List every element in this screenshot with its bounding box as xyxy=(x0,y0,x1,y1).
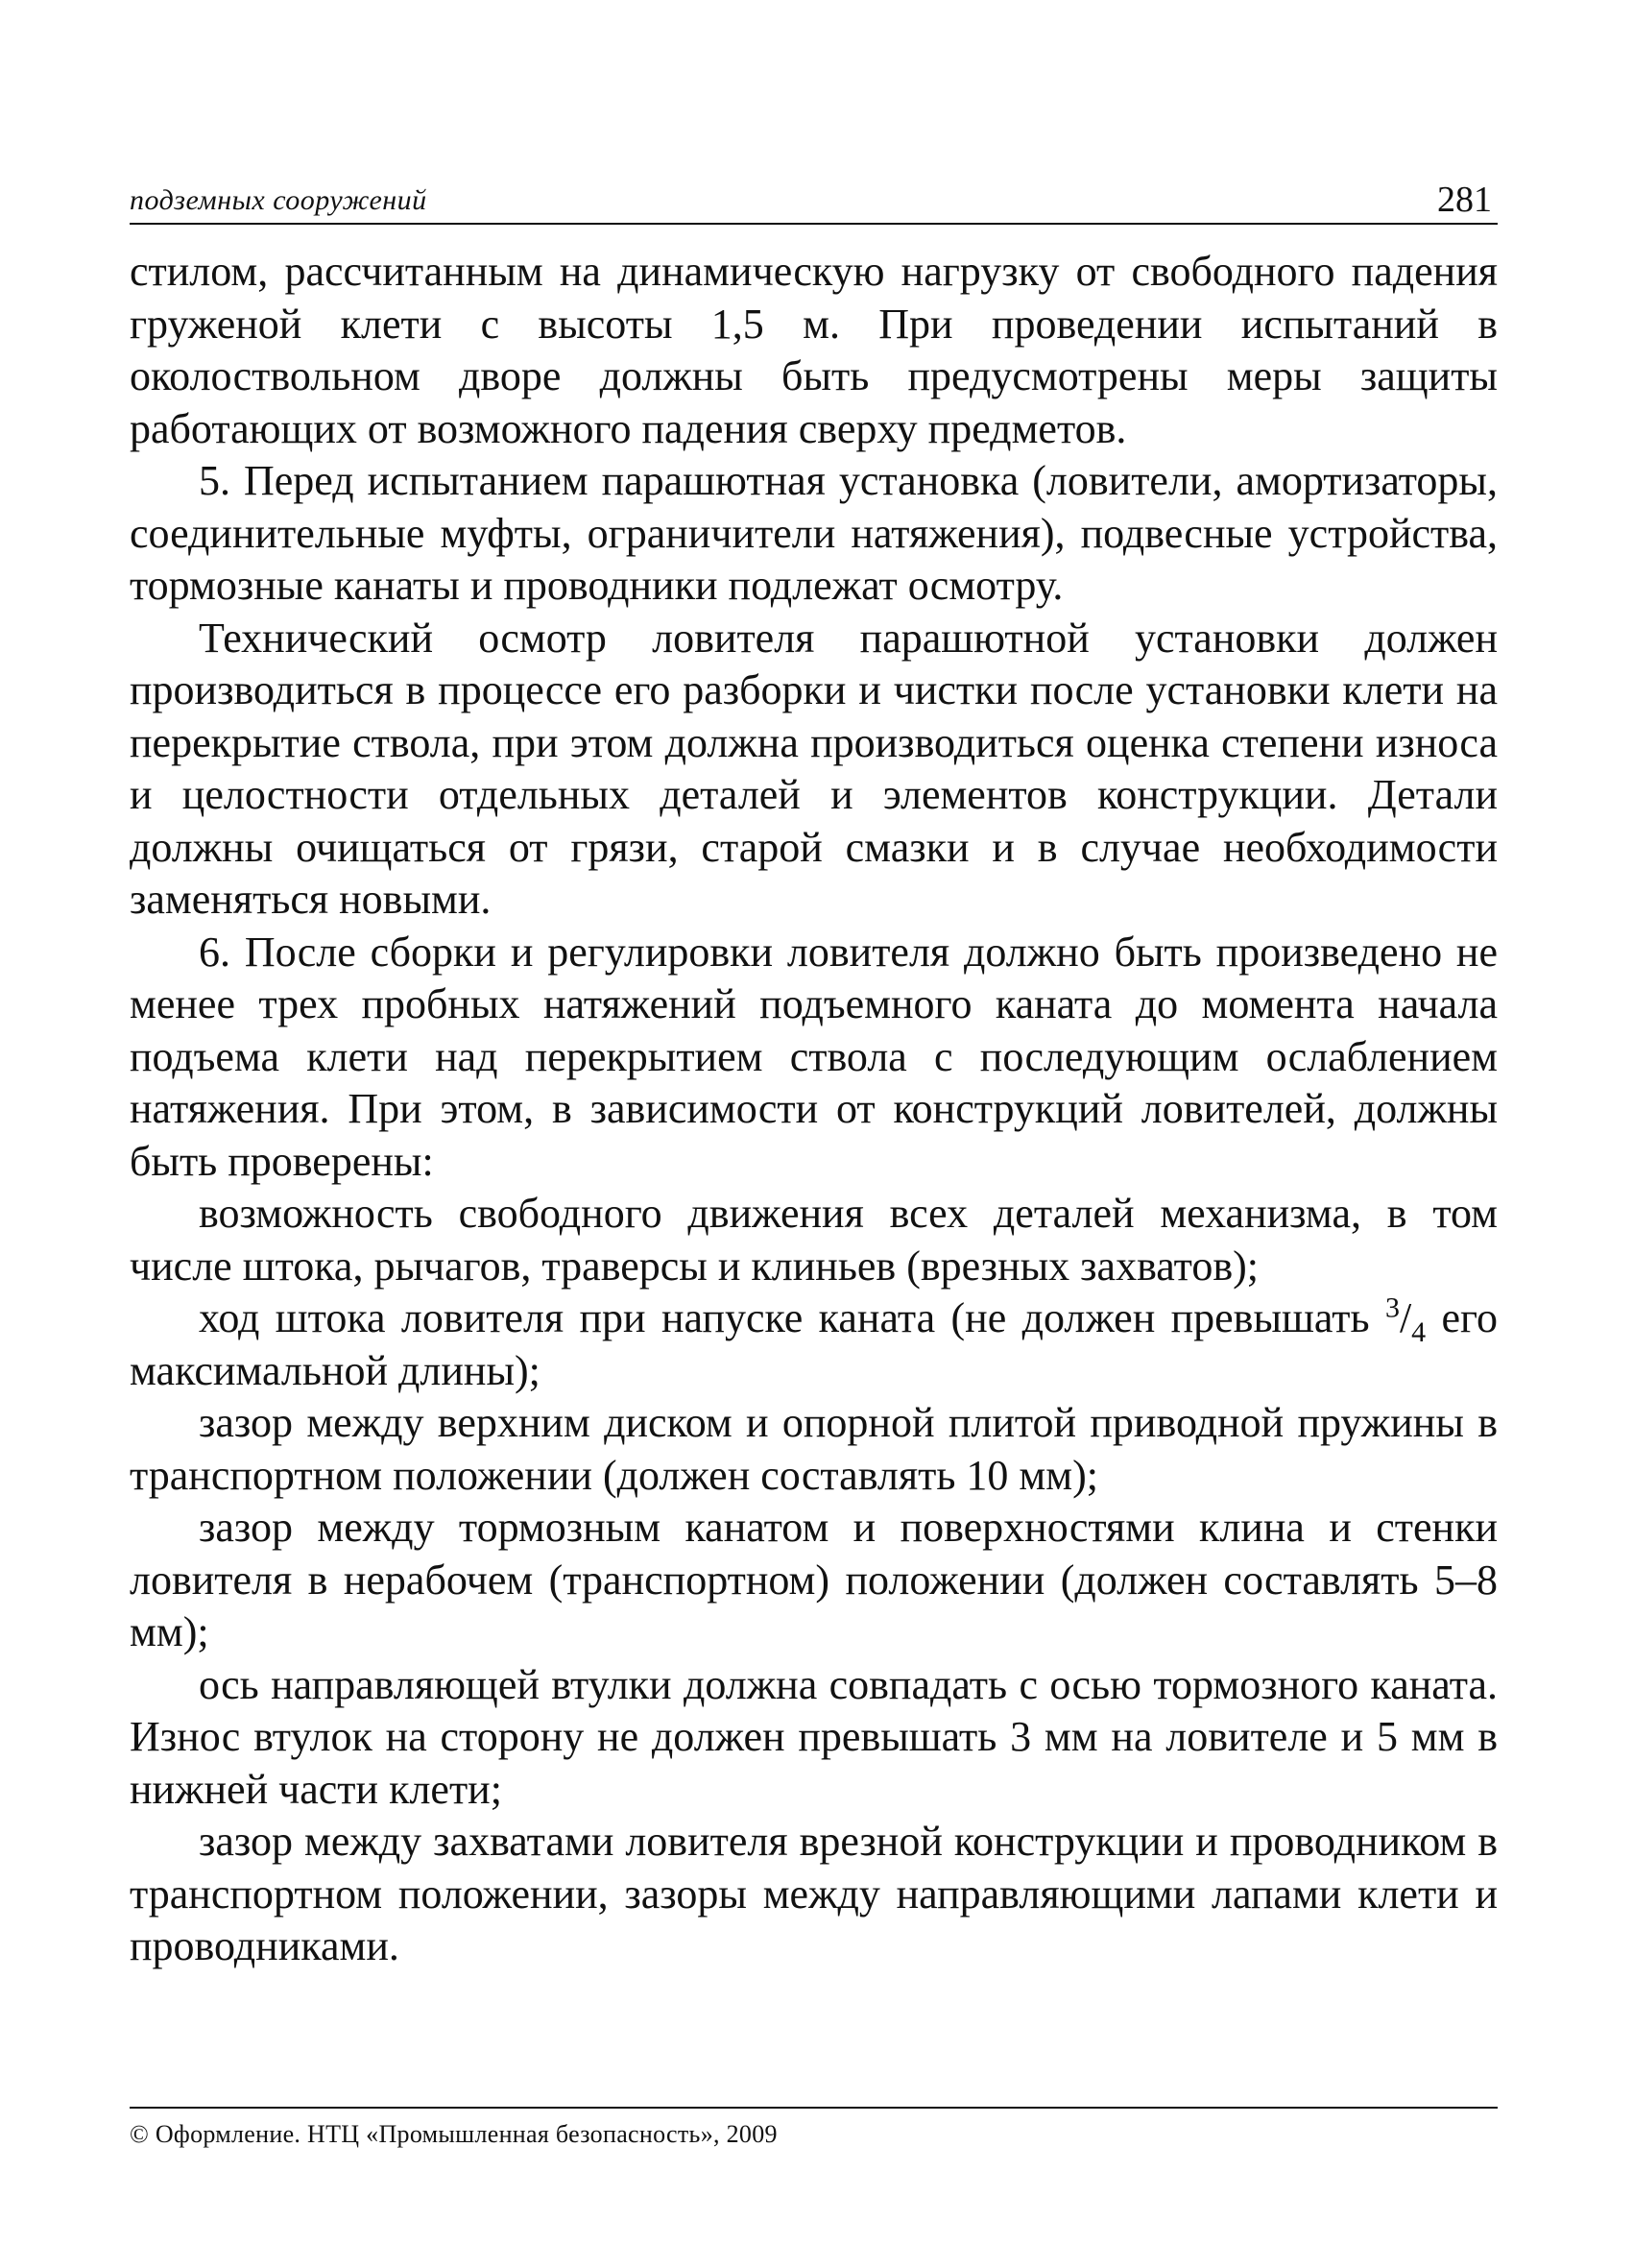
running-header xyxy=(130,182,1498,225)
body-text xyxy=(130,246,1498,1973)
page-number: 281 xyxy=(1437,180,1492,220)
rod-travel-text-after: его максимальной длины); xyxy=(130,1294,1499,1394)
running-title: подземных сооружений xyxy=(130,184,427,216)
page xyxy=(130,182,1498,1973)
copyright-text: © Оформление. НТЦ «Промышленная безопасность», 2009 xyxy=(130,2120,778,2148)
paragraph-inspection: Технический осмотр ловителя парашютной установки должен производиться в процессе его разборки и чистки после установки клети на перекрытие ствола, при этом должна производиться оценка степени износа и целостности отдельных деталей и элементов конструкции. Детали должны очищаться от грязи, старой смазки и в случае необходимости заменяться новыми. xyxy=(130,614,1498,923)
copyright-footer xyxy=(130,2107,1498,2149)
paragraph-check-rod-travel xyxy=(130,1292,1498,1397)
paragraph-check-movement: возможность свободного движения всех деталей механизма, в том числе штока, рычагов, траверсы и клиньев (врезных захватов); xyxy=(130,1190,1498,1290)
paragraph-check-bushing-axis: ось направляющей втулки должна совпадать с осью тормозного каната. Износ втулок на сторону не должен превышать 3 мм на ловителе и 5 мм в нижней части клети; xyxy=(130,1660,1498,1813)
fraction-three-quarters xyxy=(1384,1291,1427,1348)
paragraph-continuation: стилом, рассчитанным на динамическую нагрузку от свободного падения груженой клети с высоты 1,5 м. При проведении испытаний в околоствольном дворе должны быть предусмотрены меры защиты работающих от возможного падения сверху предметов. xyxy=(130,248,1498,452)
fraction-slash: / xyxy=(1399,1294,1412,1341)
rod-travel-text-before: ход штока ловителя при напуске каната (не должен превышать xyxy=(199,1294,1385,1341)
paragraph-check-grip-gaps: зазор между захватами ловителя врезной конструкции и проводником в транспортном положении, зазоры между направляющими лапами клети и проводниками. xyxy=(130,1818,1498,1969)
paragraph-check-disc-gap: зазор между верхним диском и опорной плитой приводной пружины в транспортном положении (должен составлять 10 мм); xyxy=(130,1399,1498,1499)
fraction-numerator: 3 xyxy=(1384,1291,1400,1324)
paragraph-check-rope-gap: зазор между тормозным канатом и поверхностями клина и стенки ловителя в нерабочем (транспортном) положении (должен составлять 5–8 мм); xyxy=(130,1504,1498,1655)
fraction-denominator: 4 xyxy=(1411,1315,1427,1348)
paragraph-item-5: 5. Перед испытанием парашютная установка (ловители, амортизаторы, соединительные муфты, ограничители натяжения), подвесные устройства, тормозные канаты и проводники подлежат осмотру. xyxy=(130,457,1498,609)
paragraph-item-6: 6. После сборки и регулировки ловителя должно быть произведено не менее трех пробных натяжений подъемного каната до момента начала подъема клети над перекрытием ствола с последующим ослаблением натяжения. При этом, в зависимости от конструкций ловителей, должны быть проверены: xyxy=(130,928,1498,1185)
